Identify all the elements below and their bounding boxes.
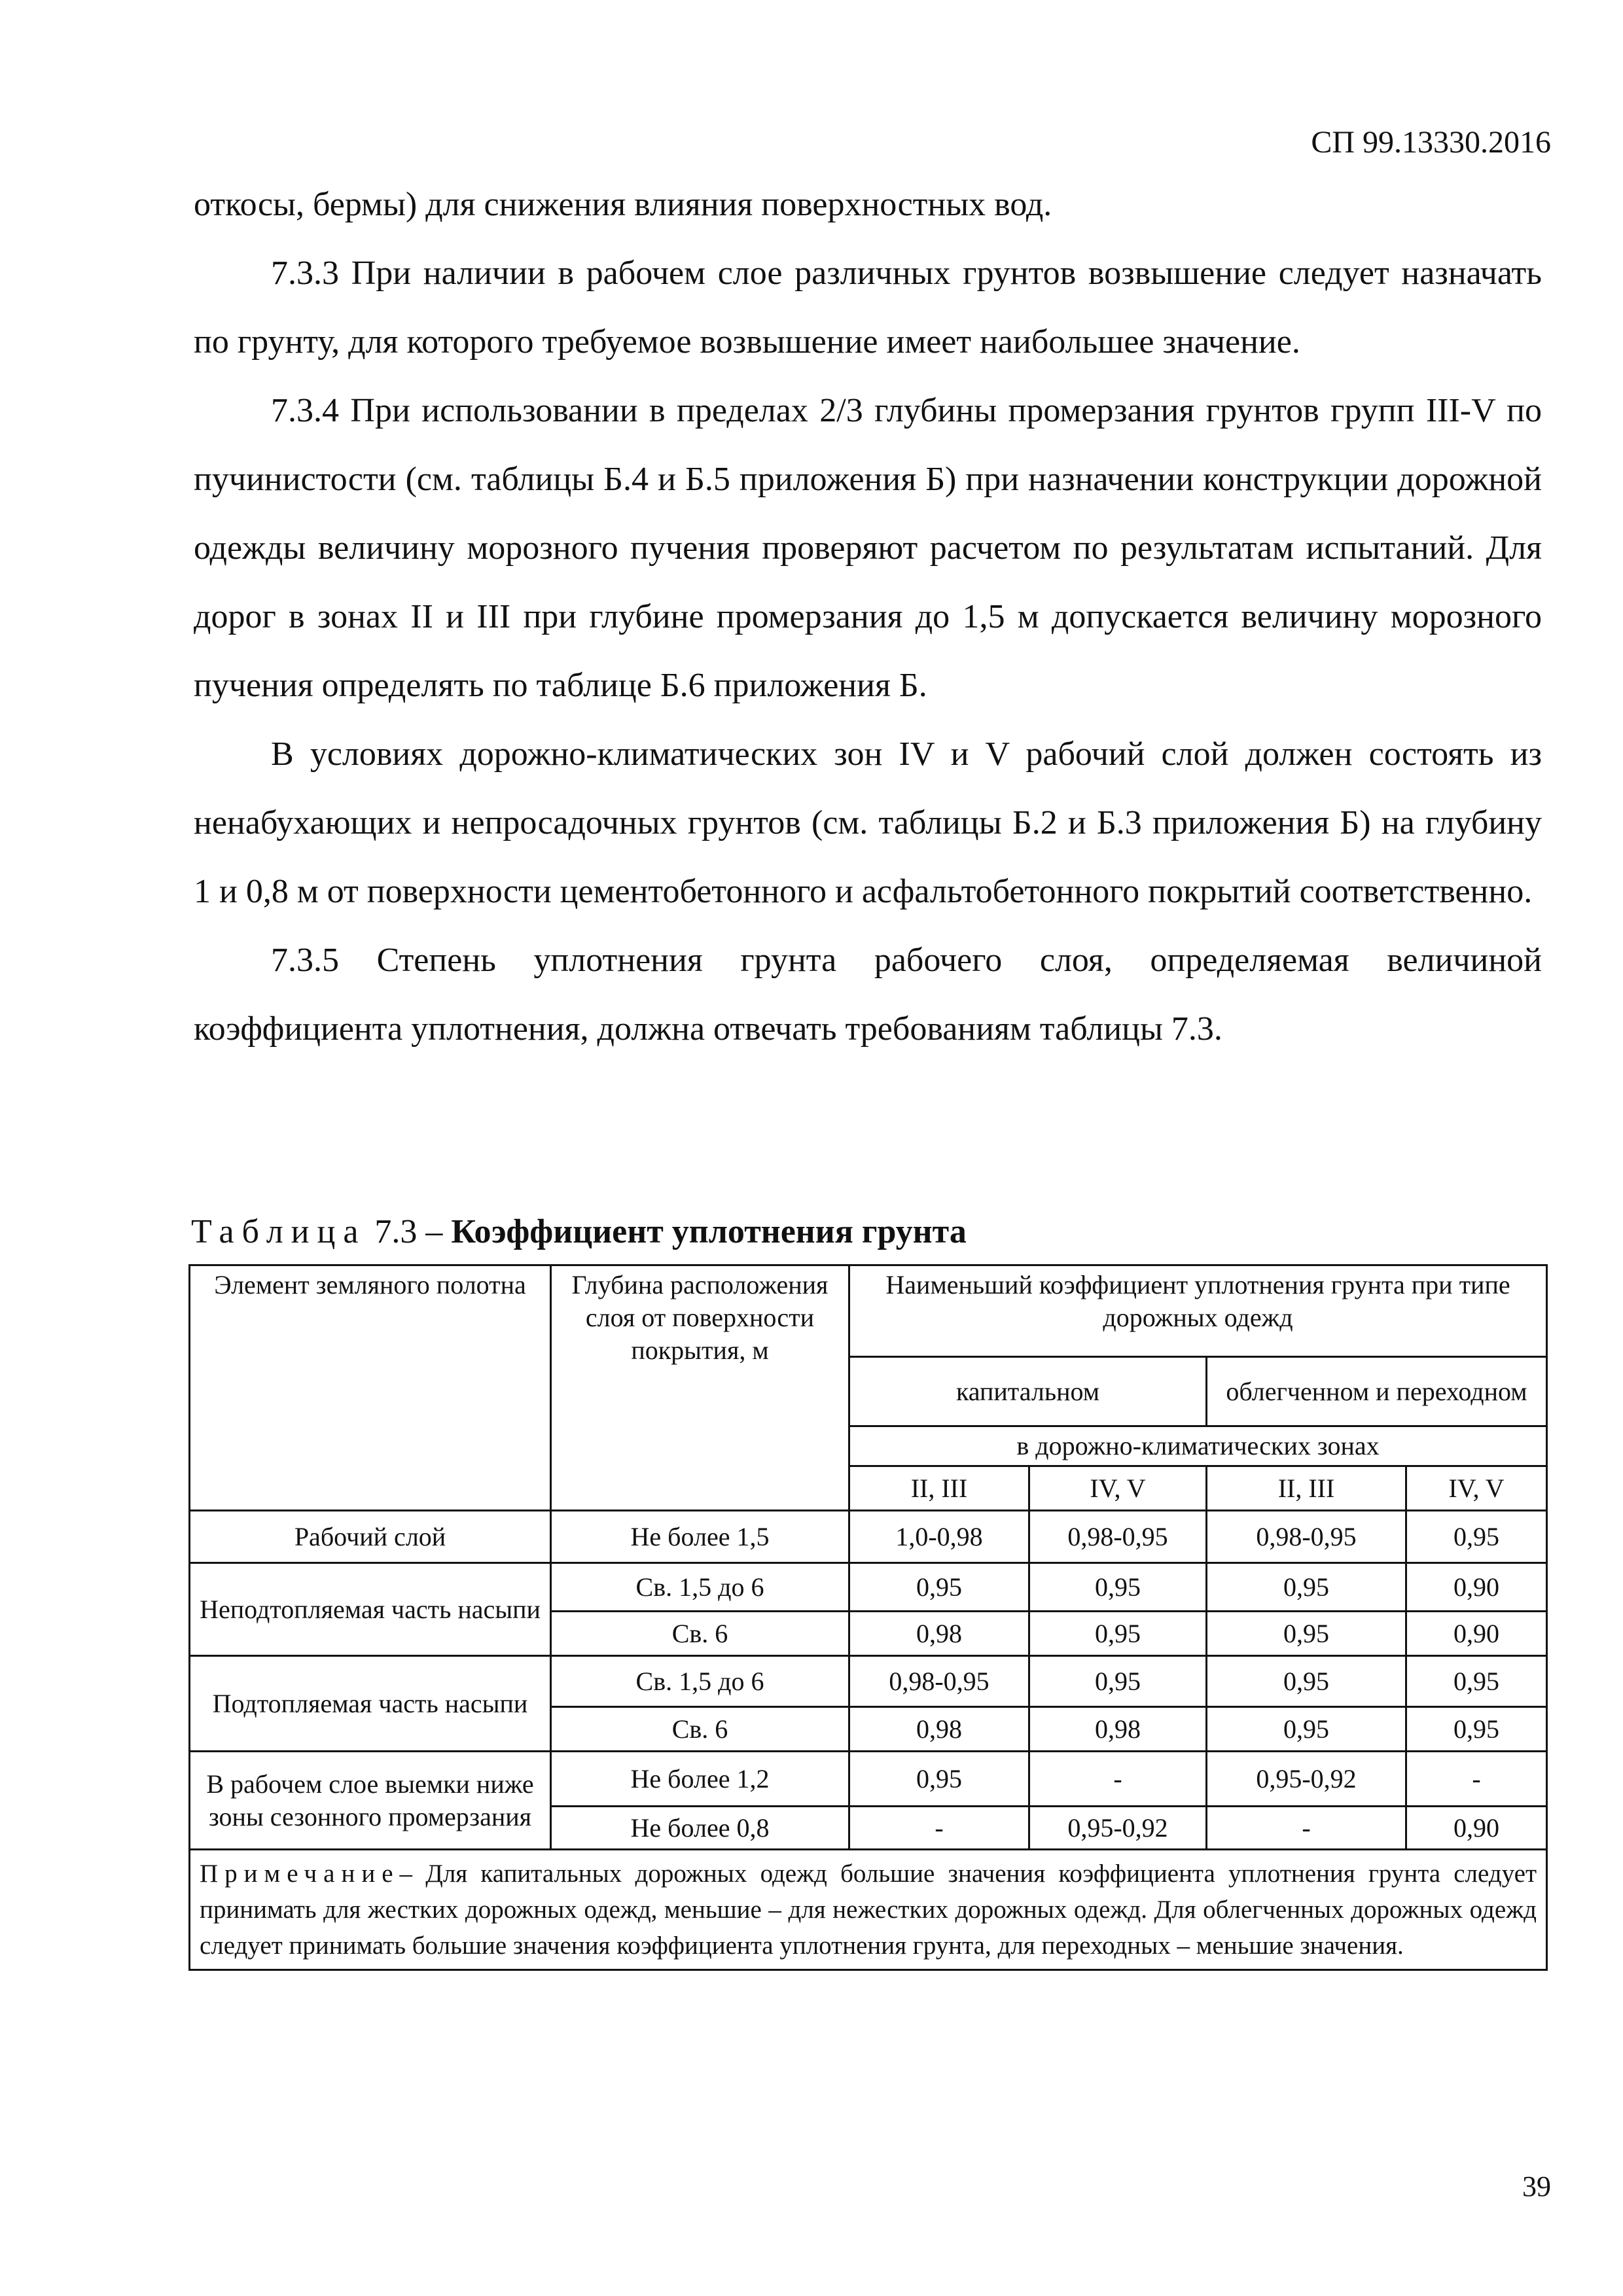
paragraph-7-3-5: 7.3.5 Степень уплотнения грунта рабочего слоя, определяемая величиной коэффициента уплотнения, должна отвечать требованиям таблицы 7.3. xyxy=(194,942,1542,1048)
row-value: 0,95 xyxy=(1406,1656,1547,1707)
row-value: 0,90 xyxy=(1406,1807,1547,1850)
row-value: 0,98-0,95 xyxy=(1029,1511,1207,1563)
header-zone-light-1: II, III xyxy=(1207,1466,1406,1511)
table-caption xyxy=(191,1209,967,1255)
row-depth: Св. 1,5 до 6 xyxy=(551,1656,849,1707)
header-zone-capital-1: II, III xyxy=(849,1466,1029,1511)
document-code: СП 99.13330.2016 xyxy=(1311,125,1551,160)
row-value: 0,95 xyxy=(849,1563,1029,1612)
header-zone-light-2: IV, V xyxy=(1406,1466,1547,1511)
paragraph-continuation: откосы, бермы) для снижения влияния поверхностных вод. xyxy=(194,186,1052,223)
table-note xyxy=(190,1850,1547,1970)
row-element: Подтопляемая часть насыпи xyxy=(190,1656,551,1752)
header-element: Элемент земляного полотна xyxy=(190,1265,551,1511)
row-depth: Не более 0,8 xyxy=(551,1807,849,1850)
paragraph-zones-iv-v: В условиях дорожно-климатических зон IV и V рабочий слой должен состоять из ненабухающих и непросадочных грунтов (см. таблицы Б.2 и Б.3 приложения Б) на глубину 1 и 0,8 м от поверхности цементобетонного и асфальтобетонного покрытий соответственно. xyxy=(194,735,1542,910)
row-value: - xyxy=(1029,1752,1207,1807)
row-value: 0,98 xyxy=(849,1707,1029,1752)
paragraph-7-3-3: 7.3.3 При наличии в рабочем слое различных грунтов возвышение следует назначать по грунту, для которого требуемое возвышение имеет наибольшее значение. xyxy=(194,255,1542,361)
row-value: 0,95-0,92 xyxy=(1207,1752,1406,1807)
row-value: 0,95 xyxy=(1029,1612,1207,1656)
table-row xyxy=(190,1563,1547,1612)
page-number: 39 xyxy=(1522,2170,1551,2202)
header-light: облегченном и переходном xyxy=(1207,1357,1547,1426)
row-value: - xyxy=(849,1807,1029,1850)
compaction-table xyxy=(188,1264,1548,1971)
table-label: Таблица xyxy=(191,1213,366,1250)
row-element: Неподтопляемая часть насыпи xyxy=(190,1563,551,1656)
paragraph-7-3-4: 7.3.4 При использовании в пределах 2/3 глубины промерзания грунтов групп III-V по пучинистости (см. таблицы Б.4 и Б.5 приложения Б) при назначении конструкции дорожной одежды величину морозного пучения проверяют расчетом по результатам испытаний. Для дорог в зонах II и III при глубине промерзания до 1,5 м допускается величину морозного пучения определять по таблице Б.6 приложения Б. xyxy=(194,392,1542,704)
row-element: В рабочем слое выемки ниже зоны сезонного промерзания xyxy=(190,1752,551,1850)
row-value: 0,90 xyxy=(1406,1612,1547,1656)
table-row xyxy=(190,1752,1547,1807)
row-value: 0,95 xyxy=(1207,1656,1406,1707)
row-value: 0,95 xyxy=(1406,1707,1547,1752)
row-depth: Св. 6 xyxy=(551,1707,849,1752)
note-text: – Для капитальных дорожных одежд большие значения коэффициента уплотнения грунта следует принимать для жестких дорожных одежд, меньшие – для нежестких дорожных одежд. Для облегченных дорожных одежд следует принимать большие значения коэффициента уплотнения грунта, для переходных – меньшие значения. xyxy=(200,1860,1537,1960)
row-value: 0,95 xyxy=(1029,1563,1207,1612)
row-value: 0,95-0,92 xyxy=(1029,1807,1207,1850)
header-zone-capital-2: IV, V xyxy=(1029,1466,1207,1511)
row-value: 0,98-0,95 xyxy=(849,1656,1029,1707)
table-title: Коэффициент уплотнения грунта xyxy=(451,1213,967,1250)
row-depth: Св. 6 xyxy=(551,1612,849,1656)
table-row xyxy=(190,1656,1547,1707)
row-value: - xyxy=(1406,1752,1547,1807)
header-depth: Глубина расположения слоя от поверхности покрытия, м xyxy=(551,1265,849,1511)
header-zones: в дорожно-климатических зонах xyxy=(849,1426,1547,1466)
header-capital: капитальном xyxy=(849,1357,1207,1426)
row-value: 0,95 xyxy=(1406,1511,1547,1563)
body-text xyxy=(194,170,1542,1063)
table-number: 7.3 – xyxy=(374,1213,443,1250)
row-value: - xyxy=(1207,1807,1406,1850)
row-depth: Не более 1,5 xyxy=(551,1511,849,1563)
table-row xyxy=(190,1511,1547,1563)
row-value: 0,98 xyxy=(1029,1707,1207,1752)
row-value: 0,98 xyxy=(849,1612,1029,1656)
row-depth: Не более 1,2 xyxy=(551,1752,849,1807)
row-value: 0,95 xyxy=(849,1752,1029,1807)
row-value: 1,0-0,98 xyxy=(849,1511,1029,1563)
row-value: 0,95 xyxy=(1207,1612,1406,1656)
row-value: 0,98-0,95 xyxy=(1207,1511,1406,1563)
row-value: 0,95 xyxy=(1029,1656,1207,1707)
row-value: 0,95 xyxy=(1207,1563,1406,1612)
header-min-coef: Наименьший коэффициент уплотнения грунта при типе дорожных одежд xyxy=(849,1265,1547,1357)
note-label: Примечание xyxy=(200,1860,400,1888)
row-value: 0,95 xyxy=(1207,1707,1406,1752)
row-depth: Св. 1,5 до 6 xyxy=(551,1563,849,1612)
row-element: Рабочий слой xyxy=(190,1511,551,1563)
row-value: 0,90 xyxy=(1406,1563,1547,1612)
